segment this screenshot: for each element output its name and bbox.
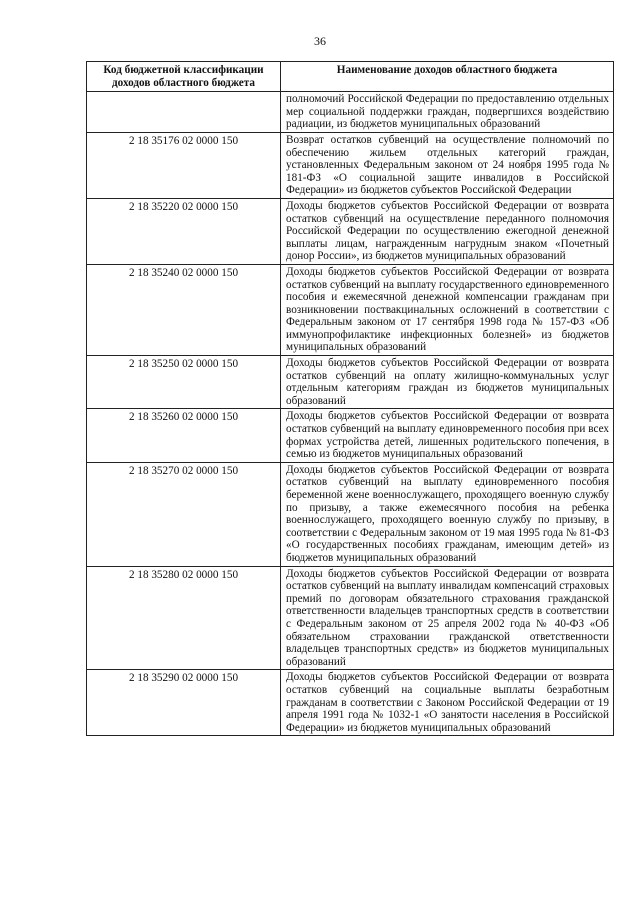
- table-row: [87, 356, 614, 409]
- budget-code: 2 18 35260 02 0000 150: [87, 409, 281, 462]
- budget-code: [87, 92, 281, 133]
- header-name: Наименование доходов областного бюджета: [281, 62, 614, 92]
- revenue-description: Доходы бюджетов субъектов Российской Федерации от возврата остатков субвенций на социальные выплаты безработным гражданам в соответствии с Законом Российской Федерации от 19 апреля 1991 года № 1032-1 «О занятости населения в Российской Федерации» из бюджетов муниципальных образований: [281, 670, 614, 736]
- revenue-description: Доходы бюджетов субъектов Российской Федерации от возврата остатков субвенций на оплату жилищно-коммунальных услуг отдельным категориям граждан из бюджетов муниципальных образований: [281, 356, 614, 409]
- revenue-description: Доходы бюджетов субъектов Российской Федерации от возврата остатков субвенций на выплату единовременного пособия беременной жене военнослужащего, проходящего военную службу по призыву, а также ежемесячного пособия на ребенка военнослужащего, проходящего военную службу по призыву, в соответствии с Федеральным законом от 19 мая 1995 года № 81-ФЗ «О государственных пособиях гражданам, имеющим детей» из бюджетов муниципальных образований: [281, 462, 614, 566]
- revenue-description: Доходы бюджетов субъектов Российской Федерации от возврата остатков субвенций на выплату единовременного пособия при всех формах устройства детей, лишенных родительского попечения, в семью из бюджетов муниципальных образований: [281, 409, 614, 462]
- table-row: [87, 566, 614, 670]
- table-header-row: [87, 62, 614, 92]
- revenue-description: Доходы бюджетов субъектов Российской Федерации от возврата остатков субвенций на выплату государственного единовременного пособия и ежемесячной денежной компенсации гражданам при возникновении поствакцинальных осложнений в соответствии с Федеральным законом от 17 сентября 1998 года № 157-ФЗ «Об иммунопрофилактике инфекционных болезней» из бюджетов муниципальных образований: [281, 264, 614, 355]
- budget-code: 2 18 35240 02 0000 150: [87, 264, 281, 355]
- budget-code: 2 18 35290 02 0000 150: [87, 670, 281, 736]
- table-row: [87, 92, 614, 133]
- revenue-description: полномочий Российской Федерации по предоставлению отдельных мер социальной поддержки граждан, подвергшихся воздействию радиации, из бюджетов муниципальных образований: [281, 92, 614, 133]
- revenue-description: Доходы бюджетов субъектов Российской Федерации от возврата остатков субвенций на выплату инвалидам компенсаций страховых премий по договорам обязательного страхования гражданской ответственности владельцев транспортных средств в соответствии с Федеральным законом от 25 апреля 2002 года № 40-ФЗ «Об обязательном страховании гражданской ответственности владельцев транспортных средств» из бюджетов муниципальных образований: [281, 566, 614, 670]
- revenue-description: Возврат остатков субвенций на осуществление полномочий по обеспечению жильем отдельных категорий граждан, установленных Федеральным законом от 24 ноября 1995 года № 181-ФЗ «О социальной защите инвалидов в Российской Федерации» из бюджетов субъектов Российской Федерации: [281, 132, 614, 198]
- budget-code: 2 18 35220 02 0000 150: [87, 198, 281, 264]
- table-row: [87, 670, 614, 736]
- table-row: [87, 132, 614, 198]
- budget-code: 2 18 35280 02 0000 150: [87, 566, 281, 670]
- budget-revenue-table: [86, 61, 614, 736]
- table-row: [87, 462, 614, 566]
- table-row: [87, 264, 614, 355]
- table-row: [87, 198, 614, 264]
- table-row: [87, 409, 614, 462]
- header-code: Код бюджетной классификации доходов областного бюджета: [87, 62, 281, 92]
- budget-code: 2 18 35270 02 0000 150: [87, 462, 281, 566]
- revenue-description: Доходы бюджетов субъектов Российской Федерации от возврата остатков субвенций на осуществление переданного полномочия Российской Федерации по осуществлению ежегодной денежной выплаты лицам, награжденным нагрудным знаком «Почетный донор России», из бюджетов муниципальных образований: [281, 198, 614, 264]
- budget-code: 2 18 35250 02 0000 150: [87, 356, 281, 409]
- budget-code: 2 18 35176 02 0000 150: [87, 132, 281, 198]
- page-number: 36: [314, 34, 326, 48]
